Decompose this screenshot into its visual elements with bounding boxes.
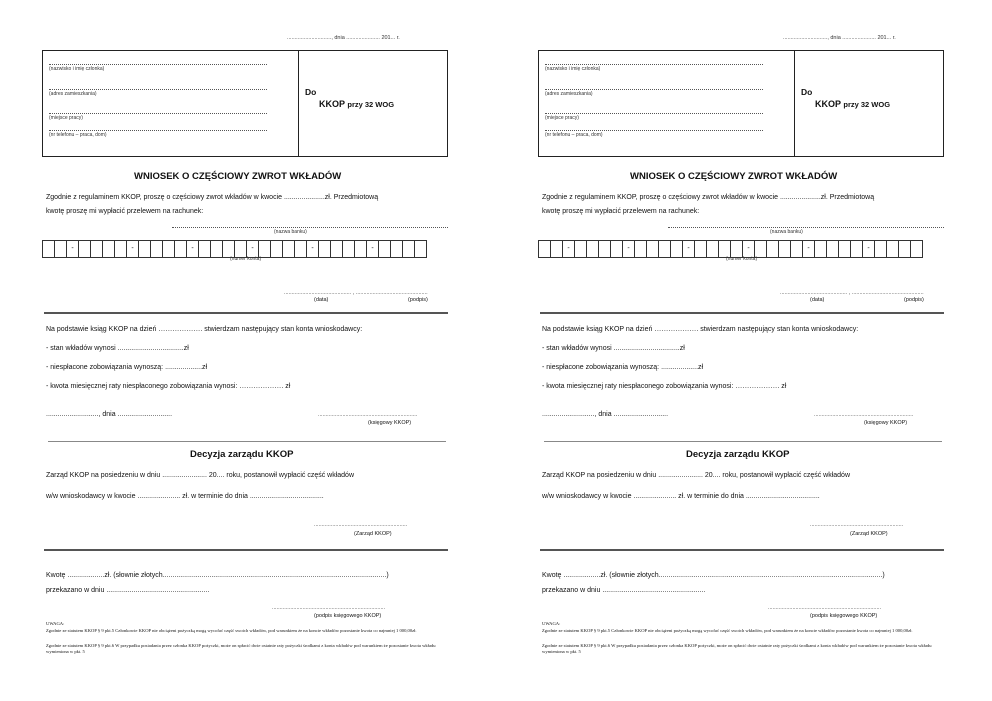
account-digit-cell[interactable]: - bbox=[682, 240, 695, 258]
accountant-signature-label: (podpis księgowego KKOP) bbox=[810, 613, 878, 619]
date-line[interactable]: ............................., dnia ...................... 201... r. bbox=[287, 35, 400, 41]
account-digit-cell[interactable]: - bbox=[802, 240, 815, 258]
workplace-label: (miejsce pracy) bbox=[49, 115, 83, 121]
account-digit-cell[interactable]: - bbox=[126, 240, 139, 258]
accountant-label: (księgowy KKOP) bbox=[864, 420, 908, 426]
to-label: Do bbox=[305, 87, 317, 97]
decision-title: Decyzja zarządu KKOP bbox=[190, 449, 294, 460]
phone-label: (nr telefonu – praca, dom) bbox=[545, 132, 603, 138]
account-number-label: (numer konta) bbox=[230, 256, 262, 262]
decision-title: Decyzja zarządu KKOP bbox=[686, 449, 790, 460]
account-digit-cell[interactable]: - bbox=[366, 240, 379, 258]
accountant-signature-label: (podpis księgowego KKOP) bbox=[314, 613, 382, 619]
account-digit-cell[interactable]: - bbox=[862, 240, 875, 258]
payment-divider bbox=[540, 549, 944, 551]
bank-name-field[interactable] bbox=[172, 227, 448, 228]
intro-line-2: kwotę proszę mi wypłacić przelewem na rachunek: bbox=[542, 208, 700, 215]
bank-name-label: (nazwa banku) bbox=[274, 229, 307, 235]
account-digit-cell[interactable]: - bbox=[562, 240, 575, 258]
account-digit-cell[interactable]: - bbox=[742, 240, 755, 258]
accountant-date-line[interactable]: ..........................., dnia ............................ bbox=[542, 411, 669, 418]
signature-label: (podpis) bbox=[408, 297, 428, 303]
note-title: UWAGA: bbox=[542, 621, 561, 626]
workplace-label: (miejsce pracy) bbox=[545, 115, 579, 121]
balance-line: - stan wkładów wynosi ..................................zł bbox=[46, 345, 189, 352]
account-digit-cell[interactable]: - bbox=[306, 240, 319, 258]
account-number-label: (numer konta) bbox=[726, 256, 758, 262]
note-1: Zgodnie ze statutem KKOP § 9 pkt.5 Członkowie KKOP nie obciążeni pożyczką mogą wycofać część swoich wkładów, pod warunkiem że na koncie wkładów pozostanie kwota co najmniej 1 000,00zł. bbox=[542, 628, 913, 633]
decision-divider bbox=[48, 441, 446, 442]
account-digit-cell[interactable] bbox=[910, 240, 923, 258]
date-label: (data) bbox=[810, 297, 825, 303]
section-divider bbox=[540, 312, 944, 314]
account-digit-cell[interactable] bbox=[414, 240, 427, 258]
form-left bbox=[42, 0, 462, 701]
note-title: UWAGA: bbox=[46, 621, 65, 626]
intro-line-2: kwotę proszę mi wypłacić przelewem na rachunek: bbox=[46, 208, 204, 215]
section-divider bbox=[44, 312, 448, 314]
transfer-line: przekazano w dniu ..................................................... bbox=[46, 587, 210, 594]
board-sign-dots[interactable]: ............................................................. bbox=[314, 522, 408, 528]
basis-line: Na podstawie ksiąg KKOP na dzień ………………. stwierdzam następujący stan konta wnioskodawcy: bbox=[542, 326, 859, 333]
recipient: KKOP przy 32 WOG bbox=[319, 99, 395, 109]
decision-line-2: w/w wnioskodawcy w kwocie ...................... zł. w terminie do dnia ...................................... bbox=[46, 493, 324, 500]
board-sign-dots[interactable]: ............................................................. bbox=[810, 522, 904, 528]
form-title: WNIOSEK O CZĘŚCIOWY ZWROT WKŁADÓW bbox=[134, 171, 342, 182]
address-label: (adres zamieszkania) bbox=[49, 91, 97, 97]
accountant-date-line[interactable]: ..........................., dnia ............................ bbox=[46, 411, 173, 418]
decision-divider bbox=[544, 441, 942, 442]
note-2: Zgodnie ze statutem KKOP § 9 pkt.6 W przypadku posiadania przez członka KKOP pożyczki, może on spłacić dwie ostatnie raty pożyczki środkami z konta wkładów pod warunkiem że pozostanie kwota wkładu wymieniona w pkt. 5 bbox=[46, 643, 436, 654]
bank-name-field[interactable] bbox=[668, 227, 944, 228]
board-label: (Zarząd KKOP) bbox=[850, 531, 888, 537]
to-label: Do bbox=[801, 87, 813, 97]
form-right bbox=[538, 0, 958, 701]
signature-dots[interactable]: ............................................ , ............................................... bbox=[780, 290, 924, 296]
decision-line-2: w/w wnioskodawcy w kwocie ...................... zł. w terminie do dnia ...................................... bbox=[542, 493, 820, 500]
monthly-installment-line: - kwota miesięcznej raty niespłaconego zobowiązania wynosi: ………………. zł bbox=[46, 383, 291, 390]
accountant-sign-dots[interactable]: ................................................................. bbox=[318, 412, 418, 418]
bank-name-label: (nazwa banku) bbox=[770, 229, 803, 235]
board-label: (Zarząd KKOP) bbox=[354, 531, 392, 537]
intro-line-1: Zgodnie z regulaminem KKOP, proszę o częściowy zwrot wkładów w kwocie .....................zł. Przedmiotową bbox=[46, 194, 379, 201]
date-line[interactable]: ............................., dnia ...................... 201... r. bbox=[783, 35, 896, 41]
decision-line-1: Zarząd KKOP na posiedzeniu w dniu ....................... 20.... roku, postanowił wypłacić część wkładów bbox=[542, 472, 851, 479]
account-digit-cell[interactable]: - bbox=[66, 240, 79, 258]
account-digit-cell[interactable]: - bbox=[622, 240, 635, 258]
intro-line-1: Zgodnie z regulaminem KKOP, proszę o częściowy zwrot wkładów w kwocie .....................zł. Przedmiotową bbox=[542, 194, 875, 201]
balance-line: - stan wkładów wynosi ..................................zł bbox=[542, 345, 685, 352]
date-label: (data) bbox=[314, 297, 329, 303]
basis-line: Na podstawie ksiąg KKOP na dzień ………………. stwierdzam następujący stan konta wnioskodawcy: bbox=[46, 326, 363, 333]
monthly-installment-line: - kwota miesięcznej raty niespłaconego zobowiązania wynosi: ………………. zł bbox=[542, 383, 787, 390]
accountant-sign-dots-2[interactable]: .......................................................................... bbox=[272, 605, 386, 611]
accountant-label: (księgowy KKOP) bbox=[368, 420, 412, 426]
form-title: WNIOSEK O CZĘŚCIOWY ZWROT WKŁADÓW bbox=[630, 171, 838, 182]
member-info-box bbox=[538, 50, 944, 157]
note-2: Zgodnie ze statutem KKOP § 9 pkt.6 W przypadku posiadania przez członka KKOP pożyczki, może on spłacić dwie ostatnie raty pożyczki środkami z konta wkładów pod warunkiem że pozostanie kwota wkładu wymieniona w pkt. 5 bbox=[542, 643, 932, 654]
phone-label: (nr telefonu – praca, dom) bbox=[49, 132, 107, 138]
signature-label: (podpis) bbox=[904, 297, 924, 303]
decision-line-1: Zarząd KKOP na posiedzeniu w dniu ....................... 20.... roku, postanowił wypłacić część wkładów bbox=[46, 472, 355, 479]
recipient: KKOP przy 32 WOG bbox=[815, 99, 891, 109]
member-name-label: (nazwisko i imię członka) bbox=[49, 66, 105, 72]
amount-line: Kwotę ...................zł. (słownie złotych...................................................................................................................) bbox=[46, 572, 389, 579]
account-digit-cell[interactable]: - bbox=[186, 240, 199, 258]
signature-dots[interactable]: ............................................ , ............................................... bbox=[284, 290, 428, 296]
address-label: (adres zamieszkania) bbox=[545, 91, 593, 97]
member-info-box bbox=[42, 50, 448, 157]
transfer-line: przekazano w dniu ..................................................... bbox=[542, 587, 706, 594]
note-1: Zgodnie ze statutem KKOP § 9 pkt.5 Członkowie KKOP nie obciążeni pożyczką mogą wycofać część swoich wkładów, pod warunkiem że na koncie wkładów pozostanie kwota co najmniej 1 000,00zł. bbox=[46, 628, 417, 633]
accountant-sign-dots-2[interactable]: .......................................................................... bbox=[768, 605, 882, 611]
account-digit-cell[interactable]: - bbox=[246, 240, 259, 258]
accountant-sign-dots[interactable]: ................................................................. bbox=[814, 412, 914, 418]
unpaid-line: - niespłacone zobowiązania wynoszą: ...................zł bbox=[542, 364, 704, 371]
member-name-label: (nazwisko i imię członka) bbox=[545, 66, 601, 72]
payment-divider bbox=[44, 549, 448, 551]
unpaid-line: - niespłacone zobowiązania wynoszą: ...................zł bbox=[46, 364, 208, 371]
amount-line: Kwotę ...................zł. (słownie złotych...................................................................................................................) bbox=[542, 572, 885, 579]
